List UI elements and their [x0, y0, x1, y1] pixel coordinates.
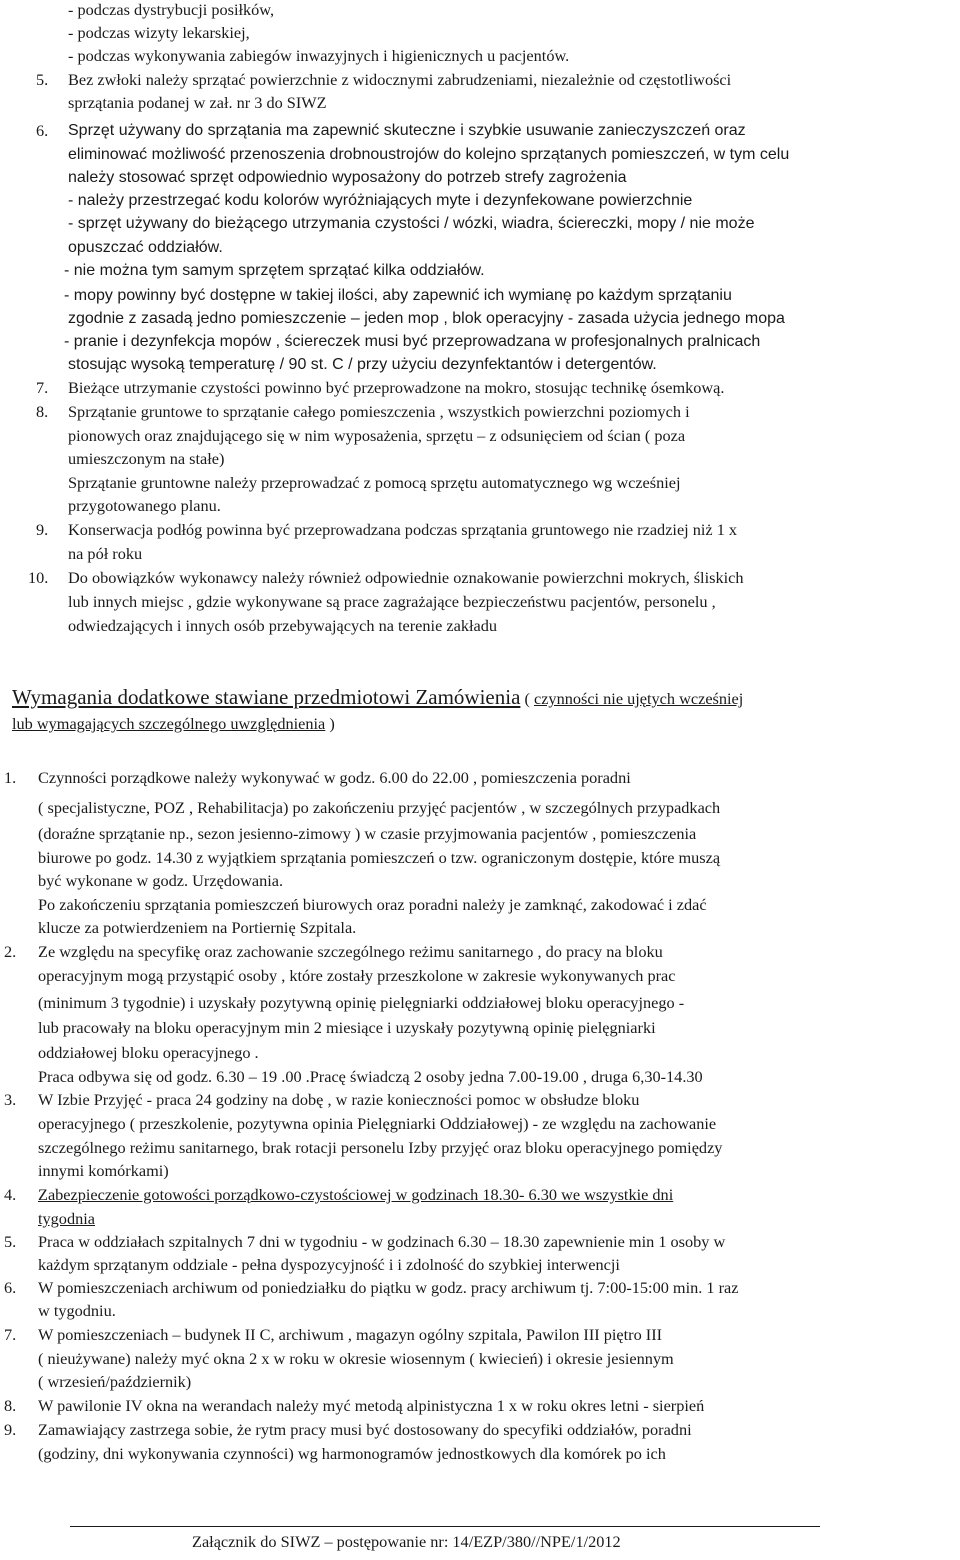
list-item-line: Sprzątanie gruntowe to sprzątanie całego pomieszczenia , wszystkich powierzchni poziomych i — [68, 402, 690, 421]
list-item-line: ( nieużywane) należy myć okna 2 x w roku w okresie wiosennym ( kwiecień) i okresie jesiennym — [38, 1349, 674, 1368]
list-item-line: biurowe po godz. 14.30 z wyjątkiem sprzątania pomieszczeń o tzw. ograniczonym dostępie, które muszą — [38, 848, 721, 867]
footer-text: Załącznik do SIWZ – postępowanie nr: 14/EZP/380//NPE/1/2012 — [192, 1532, 621, 1551]
list-item-line: - mopy powinny być dostępne w takiej ilości, aby zapewnić ich wymianę po każdym sprzątaniu — [64, 287, 732, 304]
list-item-line: oddziałowej bloku operacyjnego . — [38, 1043, 259, 1062]
intro-line: - podczas wykonywania zabiegów inwazyjnych i higienicznych u pacjentów. — [68, 46, 570, 65]
list-item-number: 7. — [36, 378, 49, 397]
list-item-line: każdym sprzątanym oddziale - pełna dyspozycyjność i i zdolność do szybkiej interwencji — [38, 1255, 620, 1274]
list-item-number: 1. — [4, 768, 17, 787]
list-item-number: 2. — [4, 942, 17, 961]
section-heading-line2 — [12, 712, 335, 735]
list-item-line: Bez zwłoki należy sprzątać powierzchnie z widocznymi zabrudzeniami, niezależnie od częstotliwości — [68, 70, 732, 89]
list-item-line: W Izbie Przyjęć - praca 24 godziny na dobę , w razie konieczności pomoc w obsłudze bloku — [38, 1090, 640, 1109]
list-item-line: Praca odbywa się od godz. 6.30 – 19 .00 .Pracę świadczą 2 osoby jedna 7.00-19.00 , druga 6,30-14.30 — [38, 1067, 703, 1086]
list-item-line: Sprzątanie gruntowne należy przeprowadzać z pomocą sprzętu automatycznego wg wcześniej — [68, 473, 681, 492]
list-item-number: 8. — [4, 1396, 17, 1415]
list-item-line: stosując wysoką temperaturę / 90 st. C / przy użyciu dezynfektantów i detergentów. — [68, 356, 657, 373]
list-item-line: opuszczać oddziałów. — [68, 239, 223, 256]
list-item-number: 6. — [36, 121, 49, 140]
list-item-line: - nie można tym samym sprzętem sprzątać kilka oddziałów. — [64, 262, 485, 279]
list-item-line: lub pracowały na bloku operacyjnym min 2 miesiące i uzyskały pozytywną opinię pielęgniarki — [38, 1018, 656, 1037]
list-item-line: Do obowiązków wykonawcy należy również odpowiednie oznakowanie powierzchni mokrych, śliskich — [68, 568, 744, 587]
section-heading — [12, 684, 743, 712]
intro-line: - podczas wizyty lekarskiej, — [68, 23, 250, 42]
list-item-number: 8. — [36, 402, 49, 421]
list-item-number: 4. — [4, 1185, 17, 1204]
list-item-line: lub innych miejsc , gdzie wykonywane są prace zagrażające bezpieczeństwu pacjentów, personelu , — [68, 592, 716, 611]
section-heading-paren: ) — [329, 714, 335, 733]
list-item-line: w tygodniu. — [38, 1301, 116, 1320]
list-item-line: (godziny, dni wykonywania czynności) wg harmonogramów jednostkowych dla komórek po ich — [38, 1444, 666, 1463]
list-item-line: być wykonane w godz. Urzędowania. — [38, 871, 284, 890]
list-item-line: ( specjalistyczne, POZ , Rehabilitacja) po zakończeniu przyjęć pacjentów , w szczególnych przypadkach — [38, 798, 721, 817]
list-item-line: W pomieszczeniach – budynek II C, archiwum , magazyn ogólny szpitala, Pawilon III piętro III — [38, 1325, 663, 1344]
list-item-line: szczególnego reżimu sanitarnego, brak rotacji personelu Izby przyjęć oraz bloku operacyjnego pomiędzy — [38, 1138, 723, 1157]
list-item-line: Po zakończeniu sprzątania pomieszczeń biurowych oraz poradni należy je zamknąć, zakodować i zdać — [38, 895, 707, 914]
list-item-line: odwiedzających i innych osób przebywających na terenie zakładu — [68, 616, 497, 635]
section-heading-main: Wymagania dodatkowe stawiane przedmiotowi Zamówienia — [12, 685, 521, 709]
list-item-number: 3. — [4, 1090, 17, 1109]
list-item-line: zgodnie z zasadą jedno pomieszczenie – jeden mop , blok operacyjny - zasada użycia jednego mopa — [68, 310, 785, 327]
list-item-line: Praca w oddziałach szpitalnych 7 dni w tygodniu - w godzinach 6.30 – 18.30 zapewnienie min 1 osoby w — [38, 1232, 726, 1251]
list-item-line: sprzątania podanej w zał. nr 3 do SIWZ — [68, 93, 327, 112]
footer-rule — [70, 1526, 820, 1527]
list-item-number: 6. — [4, 1278, 17, 1297]
list-item-line: Czynności porządkowe należy wykonywać w godz. 6.00 do 22.00 , pomieszczenia poradni — [38, 768, 631, 787]
list-item-number: 5. — [36, 70, 49, 89]
list-item-line: na pół roku — [68, 544, 143, 563]
intro-line: - podczas dystrybucji posiłków, — [68, 0, 275, 19]
list-item-line: eliminować możliwość przenoszenia drobnoustrojów do kolejno sprzątanych pomieszczeń, w tym celu — [68, 146, 790, 163]
list-item-line: W pomieszczeniach archiwum od poniedziałku do piątku w godz. pracy archiwum tj. 7:00-15:00 min. 1 raz — [38, 1278, 739, 1297]
section-heading-paren: ( — [524, 689, 530, 708]
list-item-line: tygodnia — [38, 1209, 95, 1228]
list-item-line: Sprzęt używany do sprzątania ma zapewnić skuteczne i szybkie usuwanie zanieczyszczeń oraz — [68, 122, 746, 139]
list-item-line: operacyjnego ( przeszkolenie, pozytywna opinia Pielęgniarki Oddziałowej) - ze względu na zachowanie — [38, 1114, 717, 1133]
section-heading-sub: lub wymagających szczególnego uwzględnienia — [12, 714, 326, 733]
list-item-number: 5. — [4, 1232, 17, 1251]
list-item-line: (minimum 3 tygodnie) i uzyskały pozytywną opinię pielęgniarki oddziałowej bloku operacyjnego - — [38, 993, 685, 1012]
list-item-line: innymi komórkami) — [38, 1161, 169, 1180]
list-item-line: należy stosować sprzęt odpowiednio wyposażony do potrzeb strefy zagrożenia — [68, 169, 627, 186]
list-item-line: Konserwacja podłóg powinna być przeprowadzana podczas sprzątania gruntowego nie rzadziej niż 1 x — [68, 520, 738, 539]
list-item-line: klucze za potwierdzeniem na Portiernię Szpitala. — [38, 918, 357, 937]
list-item-line: W pawilonie IV okna na werandach należy myć metodą alpinistyczna 1 x w roku okres letni - sierpień — [38, 1396, 705, 1415]
list-item-line: Ze względu na specyfikę oraz zachowanie szczególnego reżimu sanitarnego , do pracy na bloku — [38, 942, 663, 961]
list-item-line: przygotowanego planu. — [68, 496, 221, 515]
list-item-line: - należy przestrzegać kodu kolorów wyróżniających myte i dezynfekowane powierzchnie — [68, 192, 693, 209]
list-item-line: pionowych oraz znajdującego się w nim wyposażenia, sprzętu – z odsunięciem od ścian ( poza — [68, 426, 686, 445]
list-item-line: operacyjnym mogą przystąpić osoby , które zostały przeszkolone w zakresie wykonywanych prac — [38, 966, 676, 985]
list-item-line: (doraźne sprzątanie np., sezon jesienno-zimowy ) w czasie przyjmowania pacjentów , pomieszczenia — [38, 824, 697, 843]
list-item-number: 10. — [28, 568, 49, 587]
list-item-line: Zabezpieczenie gotowości porządkowo-czystościowej w godzinach 18.30- 6.30 we wszystkie dni — [38, 1185, 674, 1204]
list-item-line: Zamawiający zastrzega sobie, że rytm pracy musi być dostosowany do specyfiki oddziałów, poradni — [38, 1420, 692, 1439]
list-item-line: Bieżące utrzymanie czystości powinno być przeprowadzone na mokro, stosując technikę ósemkową. — [68, 378, 725, 397]
list-item-line: ( wrzesień/październik) — [38, 1372, 192, 1391]
list-item-number: 7. — [4, 1325, 17, 1344]
list-item-line: umieszczonym na stałe) — [68, 449, 225, 468]
list-item-line: - sprzęt używany do bieżącego utrzymania czystości / wózki, wiadra, ściereczki, mopy / nie może — [68, 215, 755, 232]
list-item-line: - pranie i dezynfekcja mopów , ściereczek musi być przeprowadzana w profesjonalnych pralnicach — [64, 333, 761, 350]
section-heading-sub: czynności nie ujętych wcześniej — [533, 689, 744, 708]
list-item-number: 9. — [4, 1420, 17, 1439]
list-item-number: 9. — [36, 520, 49, 539]
